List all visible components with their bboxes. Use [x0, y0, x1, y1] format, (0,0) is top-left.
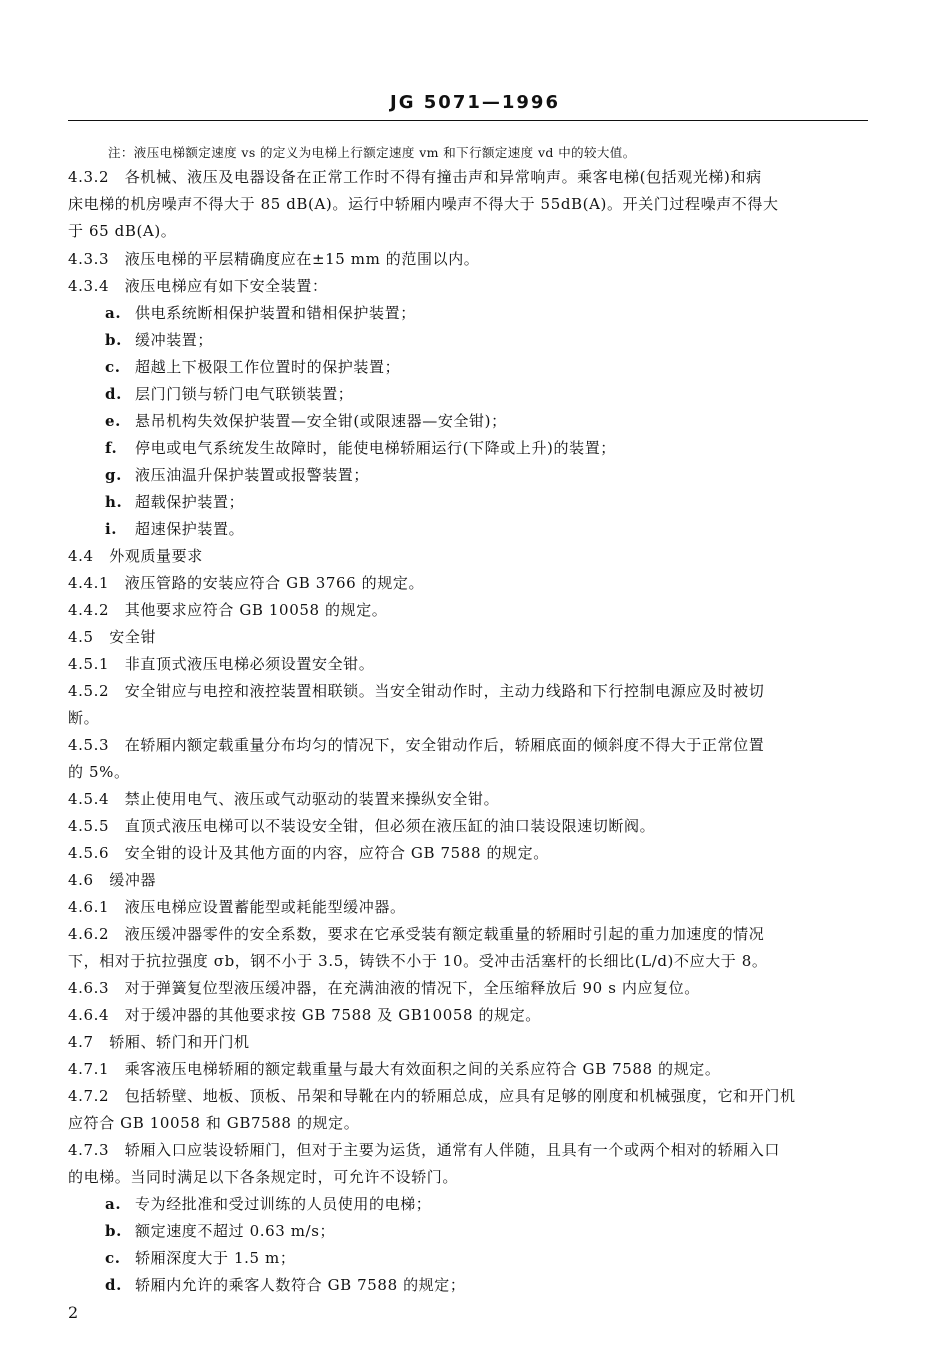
list-item — [105, 1247, 295, 1268]
text-line: 4.5.2 安全钳应与电控和液控装置相联锁。当安全钳动作时，主动力线路和下行控制电源应及时被切 — [68, 682, 765, 700]
text-line: 4.5.6 安全钳的设计及其他方面的内容，应符合 GB 7588 的规定。 — [68, 844, 549, 862]
item-mark: c. — [105, 358, 121, 376]
section-heading: 4.7 轿厢、轿门和开门机 — [68, 1033, 250, 1051]
list-item — [105, 329, 213, 350]
text-line: 4.7.1 乘客液压电梯轿厢的额定载重量与最大有效面积之间的关系应符合 GB 7588 的规定。 — [68, 1060, 721, 1078]
section-heading: 4.4 外观质量要求 — [68, 547, 203, 565]
section-heading: 4.5 安全钳 — [68, 628, 157, 646]
text-line: 4.6.4 对于缓冲器的其他要求按 GB 7588 及 GB10058 的规定。 — [68, 1006, 541, 1024]
item-text: 轿厢内允许的乘客人数符合 GB 7588 的规定； — [135, 1276, 466, 1294]
item-text: 超载保护装置； — [135, 493, 245, 511]
item-mark: c. — [105, 1249, 121, 1267]
list-item — [105, 437, 616, 458]
item-mark: h. — [105, 493, 123, 511]
text-line: 床电梯的机房噪声不得大于 85 dB(A)。运行中轿厢内噪声不得大于 55dB(A)。开关门过程噪声不得大 — [68, 195, 779, 213]
section-heading: 4.6 缓冲器 — [68, 871, 157, 889]
list-item — [105, 410, 507, 431]
text-line: 4.5.3 在轿厢内额定载重量分布均匀的情况下，安全钳动作后，轿厢底面的倾斜度不得大于正常位置 — [68, 736, 765, 754]
text-line: 的电梯。当同时满足以下各条规定时，可允许不设轿门。 — [68, 1168, 459, 1186]
note-text: 注：液压电梯额定速度 vs 的定义为电梯上行额定速度 vm 和下行额定速度 vd 中的较大值。 — [108, 145, 636, 160]
text-line: 下，相对于抗拉强度 σb，钢不小于 3.5，铸铁不小于 10。受冲击活塞杆的长细比(L/d)不应大于 8。 — [68, 952, 768, 970]
text-line: 4.5.4 禁止使用电气、液压或气动驱动的装置来操纵安全钳。 — [68, 790, 500, 808]
item-text: 超速保护装置。 — [135, 520, 245, 538]
list-item — [105, 518, 244, 539]
page-number: 2 — [68, 1303, 79, 1322]
text-line: 4.6.2 液压缓冲器零件的安全系数，要求在它承受装有额定载重量的轿厢时引起的重力加速度的情况 — [68, 925, 765, 943]
list-item — [105, 464, 369, 485]
item-mark: b. — [105, 1222, 122, 1240]
item-text: 供电系统断相保护装置和错相保护装置； — [135, 304, 416, 322]
item-text: 液压油温升保护装置或报警装置； — [135, 466, 370, 484]
list-item — [105, 491, 244, 512]
text-line: 4.3.4 液压电梯应有如下安全装置： — [68, 277, 328, 295]
list-item — [105, 1220, 335, 1241]
text-line: 4.5.1 非直顶式液压电梯必须设置安全钳。 — [68, 655, 375, 673]
item-text: 专为经批准和受过训练的人员使用的电梯； — [135, 1195, 432, 1213]
text-line: 4.6.3 对于弹簧复位型液压缓冲器，在充满油液的情况下，全压缩释放后 90 s 内应复位。 — [68, 979, 700, 997]
document-code: JG 5071—1996 — [390, 92, 560, 113]
list-item — [105, 1274, 466, 1295]
item-mark: a. — [105, 1195, 122, 1213]
item-text: 轿厢深度大于 1.5 m； — [135, 1249, 296, 1267]
item-mark: g. — [105, 466, 122, 484]
item-text: 额定速度不超过 0.63 m/s； — [135, 1222, 336, 1240]
text-line: 4.6.1 液压电梯应设置蓄能型或耗能型缓冲器。 — [68, 898, 406, 916]
list-item — [105, 302, 416, 323]
text-line: 4.7.2 包括轿壁、地板、顶板、吊架和导靴在内的轿厢总成，应具有足够的刚度和机械强度，它和开门机 — [68, 1087, 796, 1105]
item-text: 缓冲装置； — [135, 331, 214, 349]
text-line: 4.3.2 各机械、液压及电器设备在正常工作时不得有撞击声和异常响声。乘客电梯(包括观光梯)和病 — [68, 168, 762, 186]
list-item — [105, 383, 353, 404]
item-text: 层门门锁与轿门电气联锁装置； — [135, 385, 354, 403]
item-text: 停电或电气系统发生故障时，能使电梯轿厢运行(下降或上升)的装置； — [135, 439, 616, 457]
text-line: 于 65 dB(A)。 — [68, 222, 177, 240]
text-line: 的 5%。 — [68, 763, 130, 781]
text-line: 4.4.1 液压管路的安装应符合 GB 3766 的规定。 — [68, 574, 425, 592]
item-mark: f. — [105, 439, 118, 457]
text-line: 4.5.5 直顶式液压电梯可以不装设安全钳，但必须在液压缸的油口装设限速切断阀。 — [68, 817, 656, 835]
item-text: 悬吊机构失效保护装置—安全钳(或限速器—安全钳)； — [135, 412, 507, 430]
item-mark: i. — [105, 520, 118, 538]
text-line: 应符合 GB 10058 和 GB7588 的规定。 — [68, 1114, 360, 1132]
text-line: 4.4.2 其他要求应符合 GB 10058 的规定。 — [68, 601, 388, 619]
list-item — [105, 356, 400, 377]
item-mark: d. — [105, 1276, 122, 1294]
text-line: 4.7.3 轿厢入口应装设轿厢门，但对于主要为运货，通常有人伴随，且具有一个或两个相对的轿厢入口 — [68, 1141, 780, 1159]
item-mark: b. — [105, 331, 122, 349]
text-line: 4.3.3 液压电梯的平层精确度应在±15 mm 的范围以内。 — [68, 250, 480, 268]
list-item — [105, 1193, 431, 1214]
item-mark: a. — [105, 304, 122, 322]
item-mark: e. — [105, 412, 121, 430]
text-line: 断。 — [68, 709, 100, 727]
item-mark: d. — [105, 385, 122, 403]
header-rule — [68, 120, 868, 121]
item-text: 超越上下极限工作位置时的保护装置； — [135, 358, 401, 376]
